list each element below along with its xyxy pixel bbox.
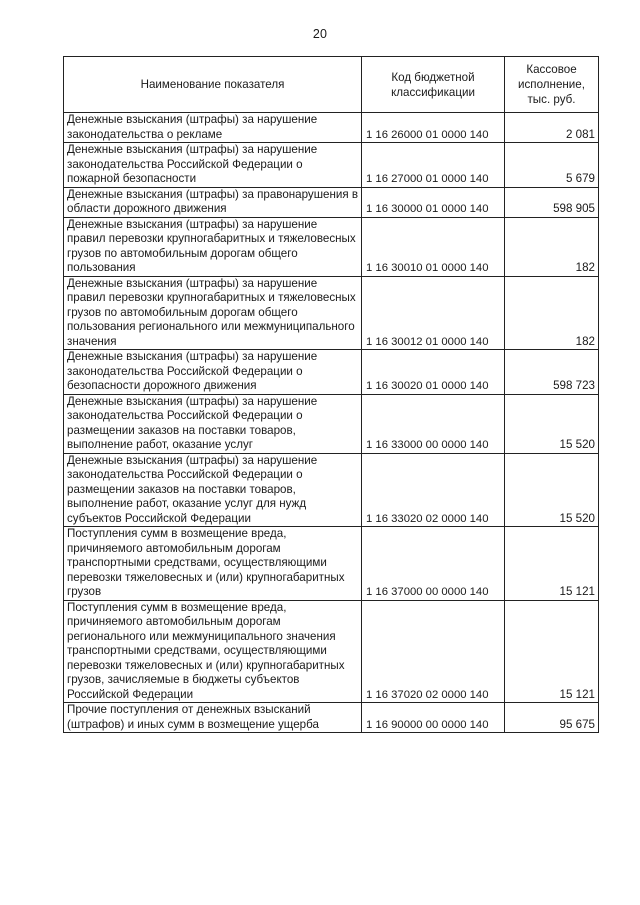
row-code: 1 16 33020 02 0000 140 xyxy=(362,453,505,527)
row-code: 1 16 30010 01 0000 140 xyxy=(362,217,505,276)
row-amount: 15 121 xyxy=(505,600,599,703)
table-row xyxy=(64,527,599,601)
header-code: Код бюджетной классификации xyxy=(362,57,505,113)
table-header-row xyxy=(64,57,599,113)
row-code: 1 16 90000 00 0000 140 xyxy=(362,703,505,733)
table-row xyxy=(64,453,599,527)
budget-table xyxy=(63,56,599,733)
table-row xyxy=(64,394,599,453)
row-name: Денежные взыскания (штрафы) за нарушение законодательства Российской Федерации о размещении заказов на поставки товаров, выполнение работ, оказание услуг для нужд субъектов Российской Федерации xyxy=(64,453,362,527)
row-amount: 15 520 xyxy=(505,394,599,453)
row-amount: 598 905 xyxy=(505,187,599,217)
row-name: Поступления сумм в возмещение вреда, причиняемого автомобильным дорогам транспортными средствами, осуществляющими перевозки тяжеловесных и (или) крупногабаритных грузов xyxy=(64,527,362,601)
row-amount: 2 081 xyxy=(505,113,599,143)
row-name: Денежные взыскания (штрафы) за нарушение законодательства Российской Федерации о пожарной безопасности xyxy=(64,143,362,188)
header-name: Наименование показателя xyxy=(64,57,362,113)
row-name: Денежные взыскания (штрафы) за нарушение законодательства Российской Федерации о размещении заказов на поставки товаров, выполнение работ, оказание услуг xyxy=(64,394,362,453)
table-row xyxy=(64,276,599,350)
row-amount: 15 520 xyxy=(505,453,599,527)
table-row xyxy=(64,113,599,143)
row-amount: 598 723 xyxy=(505,350,599,395)
table-row xyxy=(64,600,599,703)
table-row xyxy=(64,217,599,276)
row-name: Денежные взыскания (штрафы) за правонарушения в области дорожного движения xyxy=(64,187,362,217)
row-amount: 95 675 xyxy=(505,703,599,733)
row-code: 1 16 30000 01 0000 140 xyxy=(362,187,505,217)
row-name: Денежные взыскания (штрафы) за нарушение законодательства Российской Федерации о безопасности дорожного движения xyxy=(64,350,362,395)
row-name: Прочие поступления от денежных взысканий (штрафов) и иных сумм в возмещение ущерба xyxy=(64,703,362,733)
table-row xyxy=(64,187,599,217)
row-code: 1 16 27000 01 0000 140 xyxy=(362,143,505,188)
row-code: 1 16 30012 01 0000 140 xyxy=(362,276,505,350)
row-name: Денежные взыскания (штрафы) за нарушение правил перевозки крупногабаритных и тяжеловесных грузов по автомобильным дорогам общего пользования регионального или межмуниципального значения xyxy=(64,276,362,350)
table-row xyxy=(64,350,599,395)
row-code: 1 16 33000 00 0000 140 xyxy=(362,394,505,453)
row-amount: 5 679 xyxy=(505,143,599,188)
row-amount: 15 121 xyxy=(505,527,599,601)
row-code: 1 16 37020 02 0000 140 xyxy=(362,600,505,703)
header-amount: Кассовое исполнение, тыс. руб. xyxy=(505,57,599,113)
row-amount: 182 xyxy=(505,276,599,350)
row-code: 1 16 30020 01 0000 140 xyxy=(362,350,505,395)
row-name: Денежные взыскания (штрафы) за нарушение правил перевозки крупногабаритных и тяжеловесных грузов по автомобильным дорогам общего пользования xyxy=(64,217,362,276)
table-row xyxy=(64,143,599,188)
row-name: Поступления сумм в возмещение вреда, причиняемого автомобильным дорогам регионального или межмуниципального значения транспортными средствами, осуществляющими перевозки тяжеловесных и (или) крупногабаритных грузов, зачисляемые в бюджеты субъектов Российской Федерации xyxy=(64,600,362,703)
row-amount: 182 xyxy=(505,217,599,276)
page-number: 20 xyxy=(312,27,328,41)
row-code: 1 16 26000 01 0000 140 xyxy=(362,113,505,143)
table-row xyxy=(64,703,599,733)
row-code: 1 16 37000 00 0000 140 xyxy=(362,527,505,601)
row-name: Денежные взыскания (штрафы) за нарушение законодательства о рекламе xyxy=(64,113,362,143)
